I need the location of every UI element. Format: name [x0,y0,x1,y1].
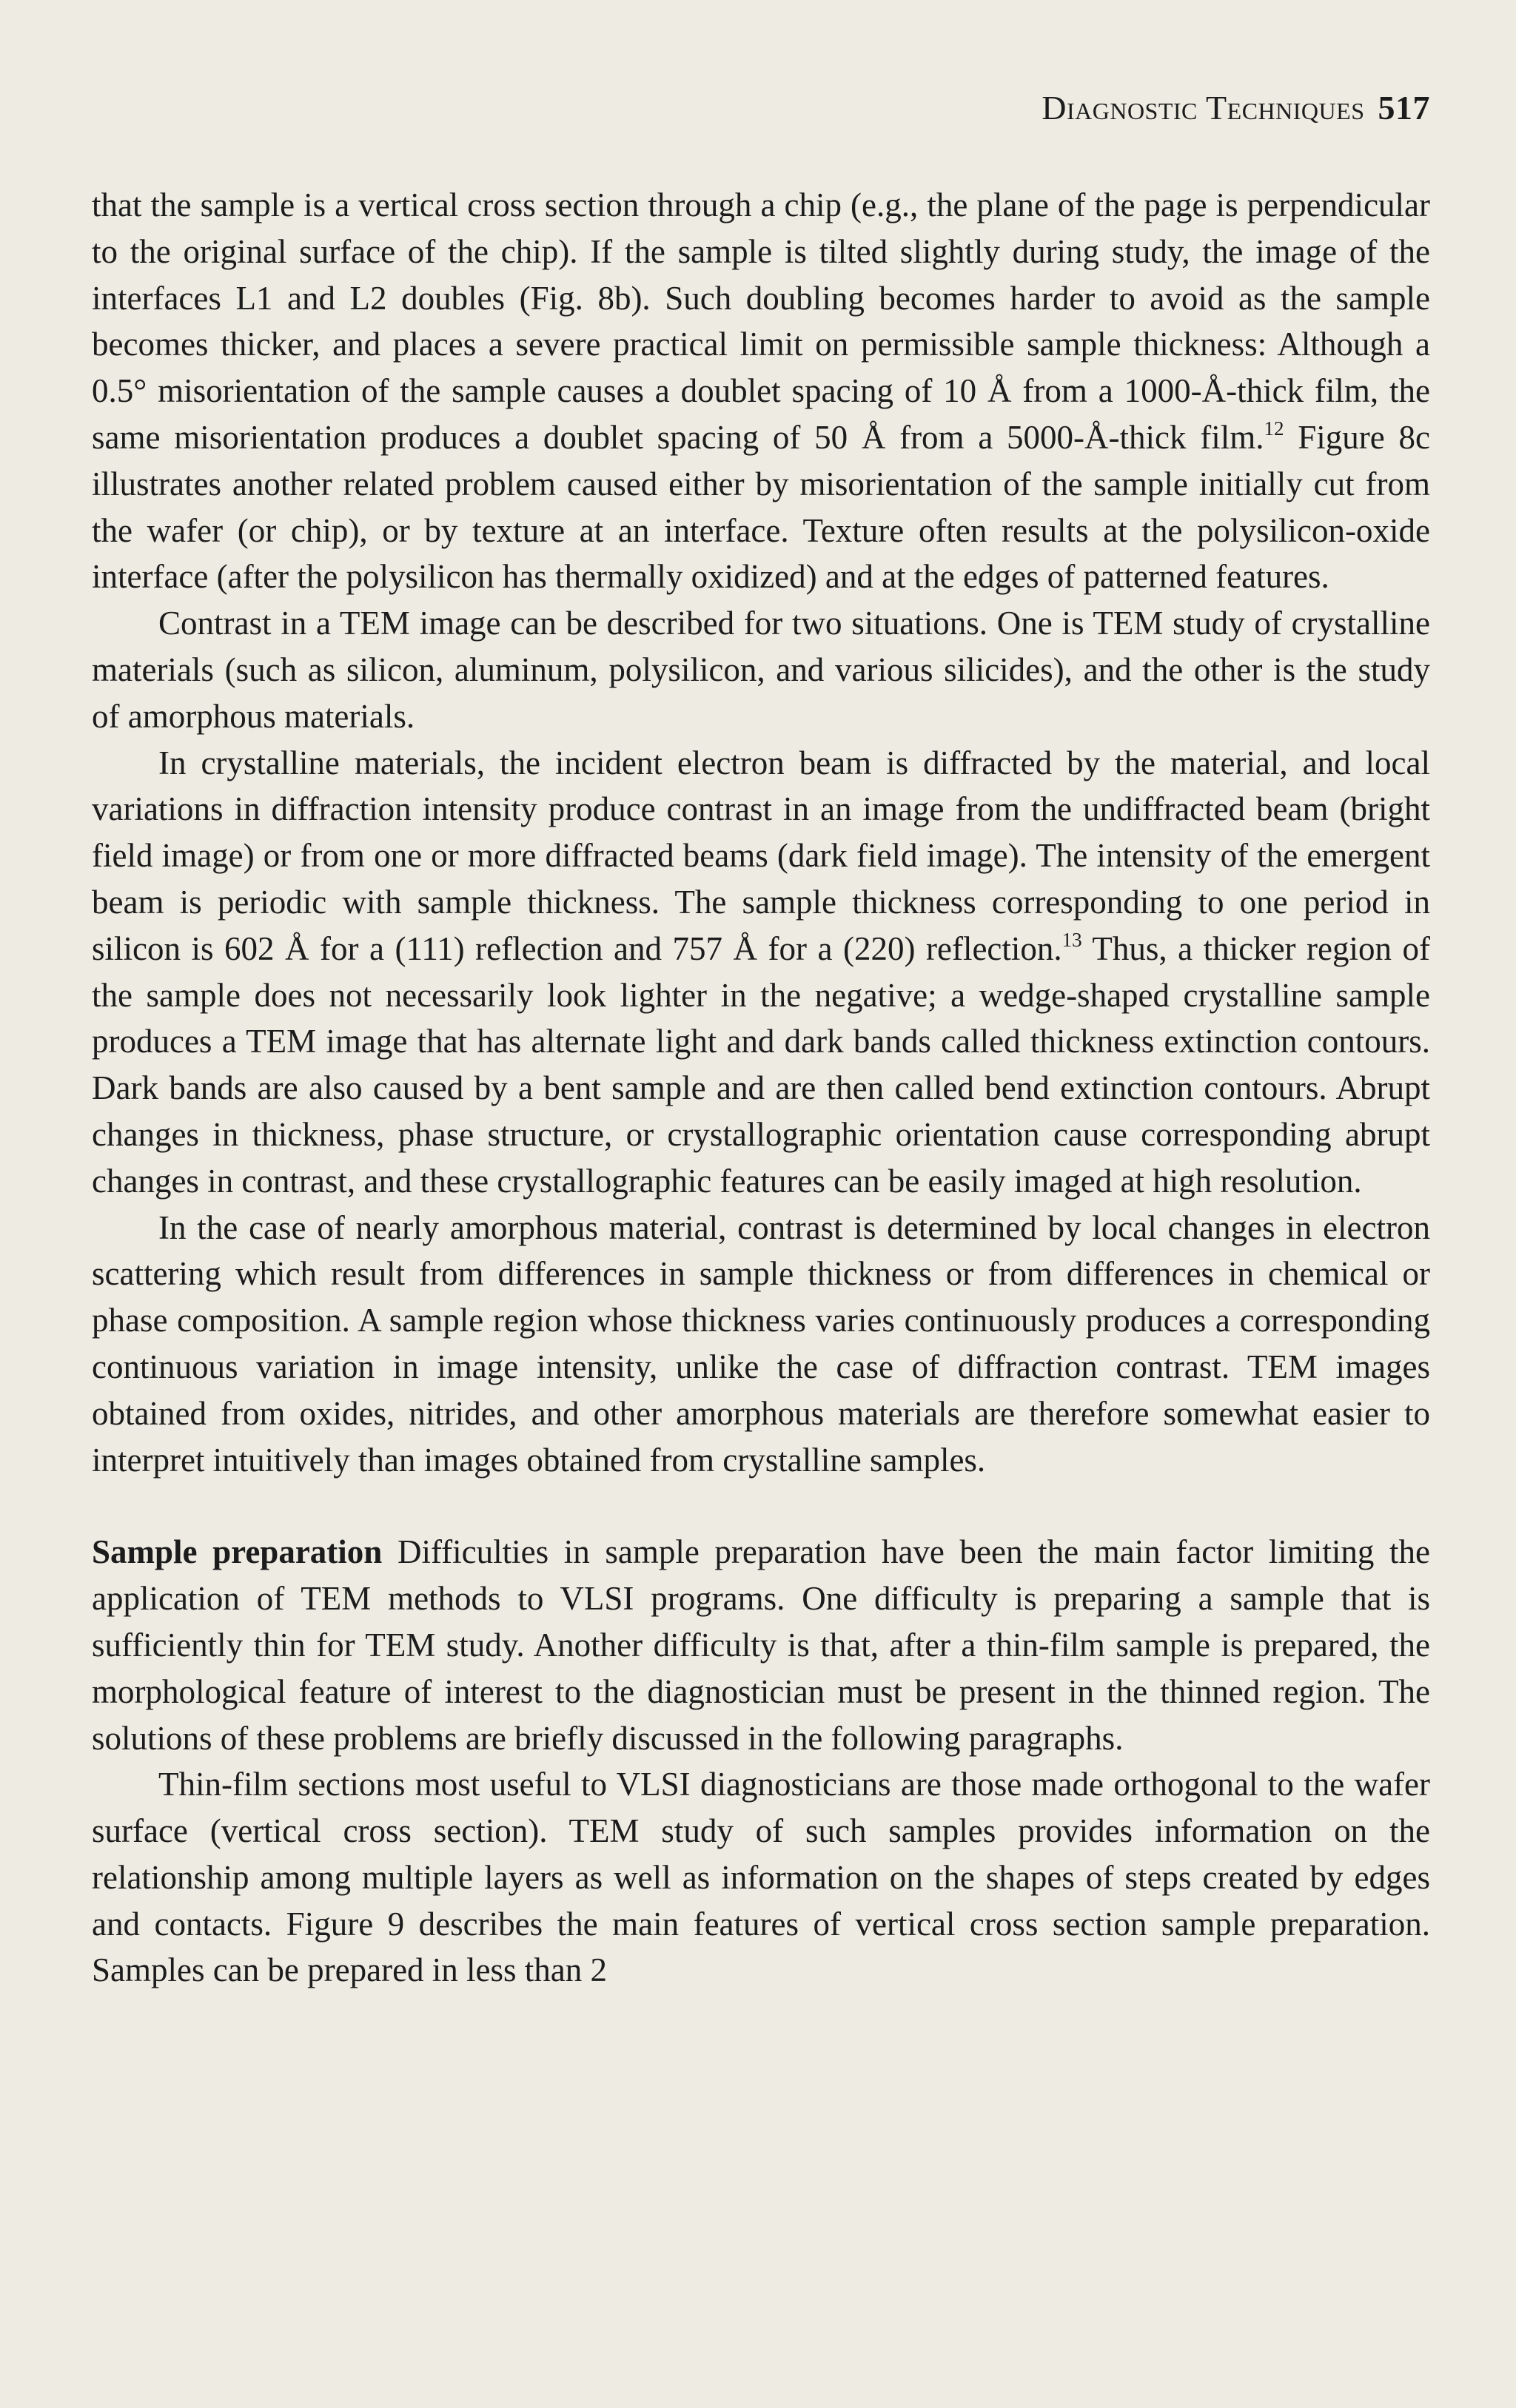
paragraph-sample-preparation [92,1529,1430,1761]
paragraph-text: Figure 8c illustrates another related problem caused either by misorientation of the sample initially cut from the wafer (or chip), or by texture at an interface. Texture often results at the polysilicon-oxide interface (after the polysilicon has thermally oxidized) and at the edges of patterned features. [92,418,1430,596]
paragraph-amorphous: In the case of nearly amorphous material, contrast is determined by local changes in electron scattering which result from differences in sample thickness or from differences in chemical or phase composition. A sample region whose thickness varies continuously produces a corresponding continuous variation in image intensity, unlike the case of diffraction contrast. TEM images obtained from oxides, nitrides, and other amorphous materials are therefore somewhat easier to interpret intuitively than images obtained from crystalline samples. [92,1208,1430,1479]
paragraph-contrast: Contrast in a TEM image can be described for two situations. One is TEM study of crystalline materials (such as silicon, aluminum, polysilicon, and various silicides), and the other is the study of amorphous materials. [92,605,1430,735]
paragraph-text: In crystalline materials, the incident electron beam is diffracted by the material, and local variations in diffraction intensity produce contrast in an image from the undiffracted beam (bright field image) or from one or more diffracted beams (dark field image). The intensity of the emergent beam is periodic with sample thickness. The sample thickness corresponding to one period in silicon is 602 Å for a (111) reflection and 757 Å for a (220) reflection. [92,744,1430,967]
paragraph-crystalline [92,740,1430,1205]
paragraph-text: Difficulties in sample preparation have been the main factor limiting the application of TEM methods to VLSI programs. One difficulty is preparing a sample that is sufficiently thin for TEM study. Another difficulty is that, after a thin-film sample is prepared, the morphological feature of interest to the diagnostician must be present in the thinned region. The solutions of these problems are briefly discussed in the following paragraphs. [92,1533,1430,1757]
page [92,71,1430,1994]
footnote-ref-12[interactable]: 12 [1264,417,1284,440]
paragraph-text: that the sample is a vertical cross section through a chip (e.g., the plane of the page is perpendicular to the original surface of the chip). If the sample is tilted slightly during study, the image of the interfaces L1 and L2 doubles (Fig. 8b). Such doubling becomes harder to avoid as the sample becomes thicker, and places a severe practical limit on permissible sample thickness: Although a 0.5° misorientation of the sample causes a doublet spacing of 10 Å from a 1000-Å-thick film, the same misorientation produces a doublet spacing of 50 Å from a 5000-Å-thick film. [92,186,1430,456]
section-heading: Sample preparation [92,1533,383,1571]
paragraph-continued [92,182,1430,600]
footnote-ref-13[interactable]: 13 [1061,928,1082,951]
paragraph-thin-film-sections: Thin-film sections most useful to VLSI diagnosticians are those made orthogonal to the wafer surface (vertical cross section). TEM study of such samples provides information on the relationship among multiple layers as well as information on the shapes of steps created by edges and contacts. Figure 9 describes the main features of vertical cross section sample preparation. Samples can be prepared in less than 2 [92,1766,1430,1989]
paragraph-text: Thus, a thicker region of the sample does not necessarily look lighter in the negative; a wedge-shaped crystalline sample produces a TEM image that has alternate light and dark bands called thickness extinction contours. Dark bands are also caused by a bent sample and are then called bend extinction contours. Abrupt changes in thickness, phase structure, or crystallographic orientation cause corresponding abrupt changes in contrast, and these crystallographic features can be easily imaged at high resolution. [92,929,1430,1200]
page-number: 517 [1378,89,1430,127]
body-text [92,182,1430,1994]
running-head-title: Diagnostic Techniques [1042,89,1365,127]
running-head [92,71,1430,145]
